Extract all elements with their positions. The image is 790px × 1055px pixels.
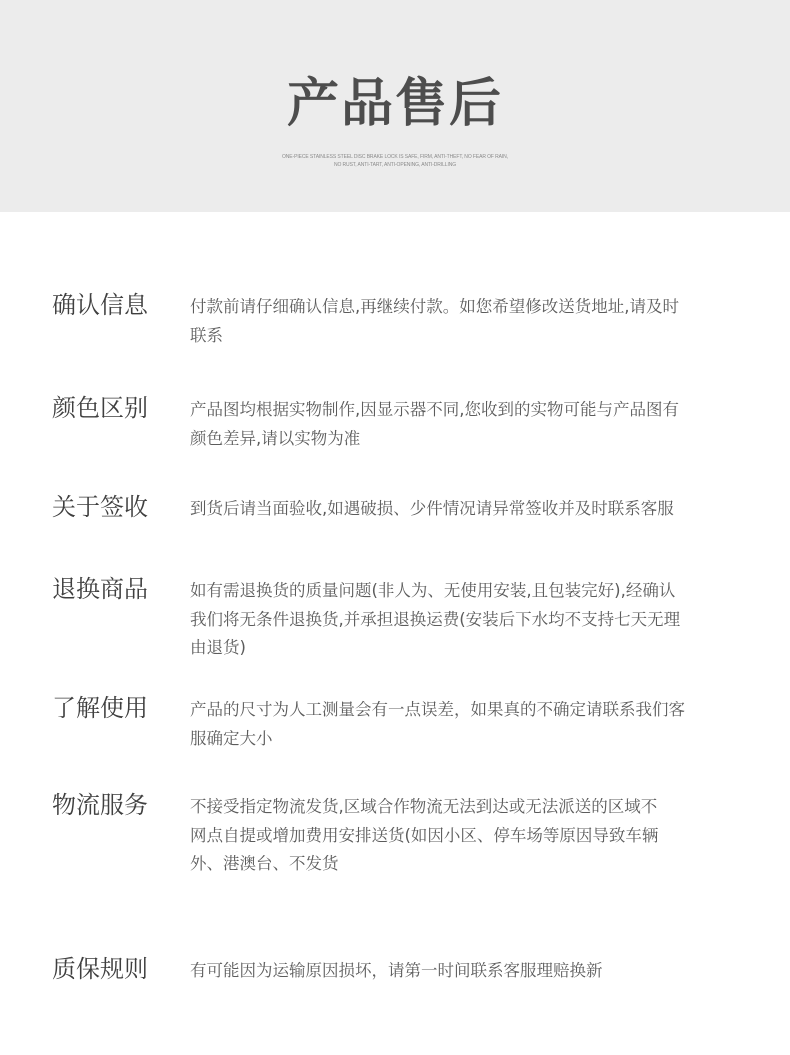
section-text: 不接受指定物流发货,区域合作物流无法到达或无法派送的区域不 网点自提或增加费用安排送货(如因小区、停车场等原因导致车辆 外、港澳台、不发货 bbox=[190, 797, 659, 873]
header-banner bbox=[0, 0, 790, 212]
section-label: 确认信息 bbox=[52, 291, 148, 319]
banner-subtitle bbox=[245, 153, 545, 169]
section-text: 付款前请仔细确认信息,再继续付款。如您希望修改送货地址,请及时联系 bbox=[190, 297, 679, 345]
section-text: 产品图均根据实物制作,因显示器不同,您收到的实物可能与产品图有颜色差异,请以实物为准 bbox=[190, 400, 679, 448]
section-label: 物流服务 bbox=[52, 791, 148, 819]
banner-subtitle-line-1: ONE-PIECE STAINLESS STEEL DISC BRAKE LOCK IS SAFE, FIRM, ANTI-THEFT, NO FEAR OF RAIN, bbox=[282, 154, 508, 160]
section-label: 关于签收 bbox=[52, 493, 148, 521]
page-title: 产品售后 bbox=[286, 74, 503, 134]
section-text: 到货后请当面验收,如遇破损、少件情况请异常签收并及时联系客服 bbox=[190, 499, 674, 518]
section-label: 颜色区别 bbox=[52, 394, 148, 422]
section-label: 了解使用 bbox=[52, 694, 148, 722]
section-label: 质保规则 bbox=[52, 955, 148, 983]
section-text: 产品的尺寸为人工测量会有一点误差，如果真的不确定请联系我们客服确定大小 bbox=[190, 700, 685, 748]
section-label: 退换商品 bbox=[52, 575, 148, 603]
section-text: 有可能因为运输原因损坏，请第一时间联系客服理赔换新 bbox=[190, 961, 603, 980]
banner-subtitle-line-2: NO RUST, ANTI-TART, ANTI-OPENING, ANTI-DRILLING bbox=[333, 162, 457, 168]
section-text: 如有需退换货的质量问题(非人为、无使用安装,且包装完好),经确认我们将无条件退换货,并承担退换运费(安装后下水均不支持七天无理由退货) bbox=[190, 581, 681, 657]
